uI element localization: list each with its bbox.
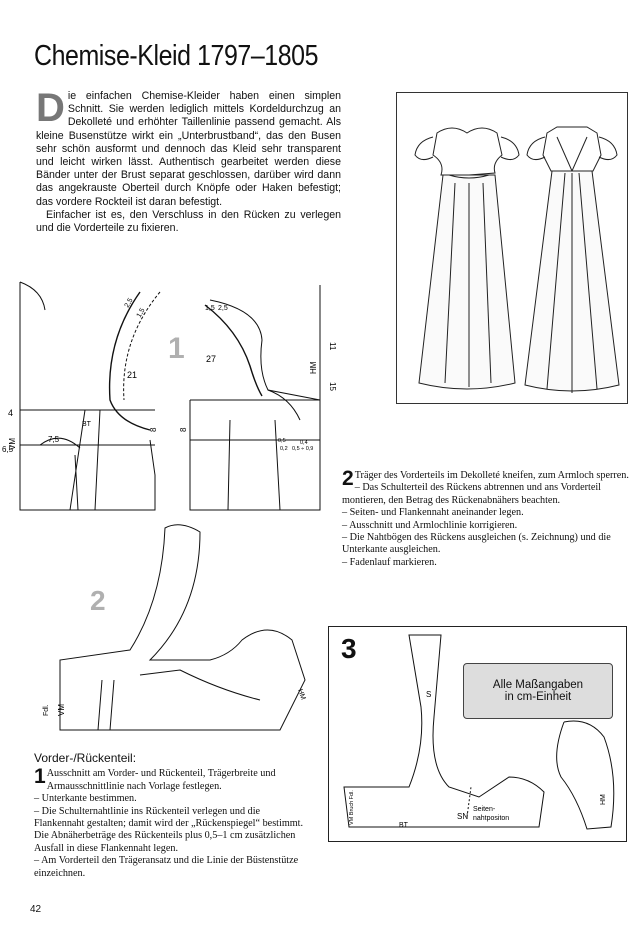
figure-2-drawing: [30, 520, 330, 740]
figure-3-box: [328, 626, 627, 842]
step-2-item: – Das Schulterteil des Rückens abtrennen und ans Vorderteil montieren, den Betrag des Rückenabnähers beachten.: [342, 482, 602, 506]
label-1-5-left: 1,5: [135, 307, 147, 319]
section-heading: Vorder-/Rückenteil:: [34, 751, 137, 765]
step-2-item: – Seiten- und Flankennaht aneinander legen.: [342, 507, 524, 519]
figure-1-pattern: [0, 270, 340, 520]
step-2-lead: [342, 467, 632, 490]
step-2-text: [342, 467, 632, 569]
label-hm: HM: [309, 361, 318, 374]
figure-3-drawing: [329, 627, 626, 841]
label-bt: BT: [82, 421, 91, 428]
dress-drawing: [397, 93, 627, 403]
label-8-back: 8: [179, 427, 188, 432]
label-0-5-0-9: 0,5 ÷ 0,9: [292, 446, 314, 452]
drop-cap: D: [36, 86, 65, 130]
intro-paragraph-1-text: ie einfachen Chemise-Kleider haben einen simplen Schnitt. Sie werden lediglich mittels Kordeldurchzug an Dekolleté und erhöhter Taillenlinie passend gemacht. Als kleine Busenstütze wirkt ein „Unterbrustband“, das den Busen sehr schön ausformt und dennoch das Kleid sehr transparent und leicht wirken lässt. Authentisch gearbeitet werden diese Bänder unter der Brust separat geschlossen, darüber wird dann das angekrauste Oberteil durch Knöpfe oder Haken befestigt; das vordere Rockteil ist daran befestigt.: [36, 90, 341, 208]
step-1-lead-text: Ausschnitt am Vorder- und Rückenteil, Trägerbreite und Armausschnittlinie nach Vorlage festlegen.: [46, 768, 276, 792]
label-vm: VM: [8, 438, 17, 450]
label-vm-fig2: VM: [57, 704, 66, 716]
dress-illustration: [396, 92, 628, 404]
note-line-1: Alle Maßangaben: [492, 679, 584, 691]
label-vm-bruch: VM Bruch Fdl.: [349, 790, 355, 825]
step-1-item: – Die Schulternahtlinie ins Rückenteil verlegen und die Flankennaht gestalten; damit wird der „Rückenspiegel“ bestimmt. Die Abnäherbeträge des Rückenteils plus 0,5–1 cm zusätzlichen Ausfall in diese Flankennaht legen.: [34, 805, 304, 854]
label-fdl: Fdl.: [43, 704, 50, 716]
label-6-5: 6,5: [2, 445, 14, 454]
label-4: 4: [8, 408, 14, 418]
page-number: 42: [30, 904, 42, 915]
step-1-item: – Unterkante bestimmen.: [34, 793, 137, 805]
step-2-item: – Ausschnitt und Armlochlinie korrigieren.: [342, 519, 518, 531]
intro-paragraph-2: Einfacher ist es, den Verschluss in den Rücken zu verlegen und die Vorderteile zu fixieren.: [36, 208, 341, 235]
label-hm-fig3: HM: [600, 794, 607, 805]
figure-2-number: 2: [90, 585, 106, 616]
figure-1-number: 1: [168, 332, 185, 365]
label-2-5-left: 2,5: [123, 297, 135, 309]
figure-2-pattern: [30, 520, 330, 740]
label-seiten: Seiten-: [473, 806, 496, 813]
label-11: 11: [328, 342, 337, 351]
label-bt-fig3: BT: [399, 822, 408, 829]
intro-paragraph-1: [36, 86, 341, 209]
intro-text: [36, 86, 341, 235]
label-hm-fig2: HM: [296, 688, 307, 701]
note-line-2: in cm-Einheit: [504, 691, 572, 703]
figure-1-drawing: [0, 270, 340, 520]
step-2-item: – Die Nahtbögen des Rückens ausgleichen (s. Zeichnung) und die Unterkante ausgleichen.: [342, 532, 611, 556]
label-0-5: 0,5: [278, 438, 286, 444]
label-nahtposition: nahtpositon: [473, 815, 510, 822]
figure-3-number: 3: [341, 633, 357, 664]
label-2-5-right: 2,5: [218, 305, 228, 312]
label-s: S: [426, 690, 432, 699]
step-1-item: – Am Vorderteil den Trägeransatz und die Linie der Büstenstütze einzeichnen.: [34, 855, 299, 879]
step-2-lead-text: Träger des Vorderteils im Dekolleté kneifen, zum Armloch sperren.: [354, 470, 629, 481]
page-title: Chemise-Kleid 1797–1805: [34, 40, 319, 72]
label-1-5-right: 1,5: [205, 305, 215, 312]
label-0-4: 0,4: [300, 440, 308, 446]
label-7-5: 7,5: [48, 435, 60, 444]
step-2-number: 2: [342, 467, 354, 490]
label-0-2: 0,2: [280, 446, 288, 452]
label-27: 27: [206, 354, 217, 364]
label-15: 15: [328, 382, 337, 391]
step-1-lead: [34, 765, 310, 793]
label-sn: SN: [457, 812, 469, 821]
vorder-rueckenteil-section: [34, 752, 310, 880]
step-2-item: – Fadenlauf markieren.: [342, 556, 437, 568]
step-1-number: 1: [34, 765, 46, 789]
label-21: 21: [127, 370, 138, 380]
label-8-front: 8: [149, 427, 158, 432]
